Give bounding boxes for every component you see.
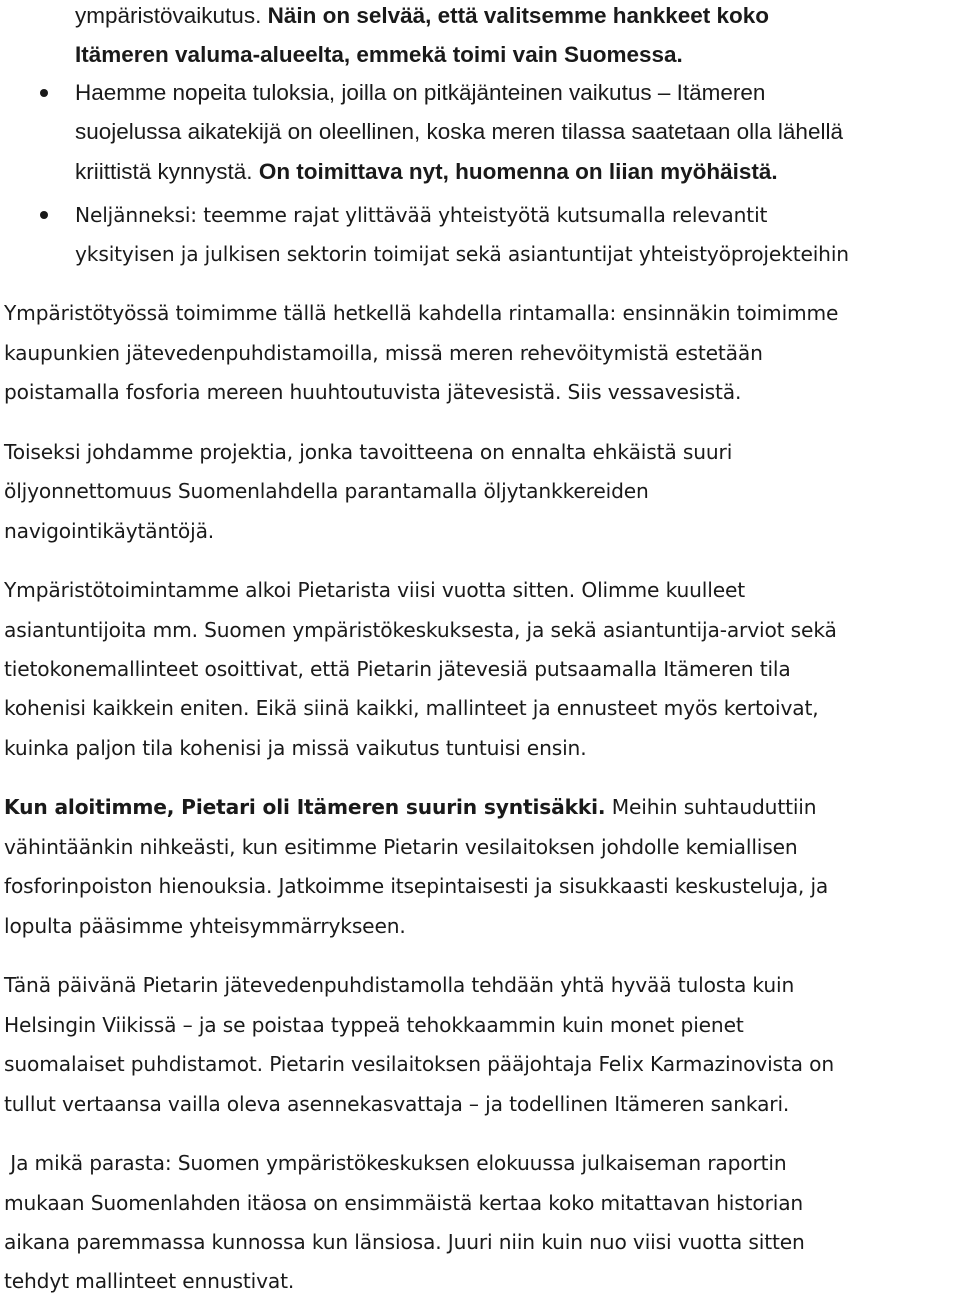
paragraph-line: kuinka paljon tila kohenisi ja missä vaikutus tuntuisi ensin. <box>4 736 587 760</box>
paragraph-line: mukaan Suomenlahden itäosa on ensimmäistä kertaa koko mitattavan historian <box>4 1191 804 1215</box>
bullet-item-1-line-2: Itämeren valuma-alueelta, emmekä toimi vain Suomessa. <box>75 42 683 67</box>
paragraph-line: öljyonnettomuus Suomenlahdella parantamalla öljytankkereiden <box>4 479 649 503</box>
text-normal: ympäristövaikutus. <box>75 3 268 28</box>
text-normal: kriittistä kynnystä. <box>75 159 259 184</box>
bullet-icon <box>40 211 48 219</box>
paragraph-line: asiantuntijoita mm. Suomen ympäristökeskuksesta, ja sekä asiantuntija-arviot sekä <box>4 618 837 642</box>
bullet-item-3-line-2: yksityisen ja julkisen sektorin toimijat sekä asiantuntijat yhteistyöprojekteihin <box>75 242 849 266</box>
text-bold: Kun aloitimme, Pietari oli Itämeren suurin syntisäkki. <box>4 795 606 819</box>
bullet-icon <box>40 89 48 97</box>
paragraph-line: Ympäristötyössä toimimme tällä hetkellä kahdella rintamalla: ensinnäkin toimimme <box>4 301 839 325</box>
paragraph-line: poistamalla fosforia mereen huuhtoutuvista jätevesistä. Siis vessavesistä. <box>4 380 742 404</box>
paragraph-line: kaupunkien jätevedenpuhdistamoilla, missä meren rehevöitymistä estetään <box>4 341 763 365</box>
paragraph-line: suomalaiset puhdistamot. Pietarin vesilaitoksen pääjohtaja Felix Karmazinovista on <box>4 1052 835 1076</box>
paragraph-line: tietokonemallinteet osoittivat, että Pietarin jätevesiä putsaamalla Itämeren tila <box>4 657 791 681</box>
paragraph-line: lopulta pääsimme yhteisymmärrykseen. <box>4 914 406 938</box>
bullet-item-1-line-1 <box>75 2 769 30</box>
paragraph-line: kohenisi kaikkein eniten. Eikä siinä kaikki, mallinteet ja ennusteet myös kertoivat, <box>4 696 819 720</box>
paragraph-line: Ja mikä parasta: Suomen ympäristökeskuksen elokuussa julkaiseman raportin <box>4 1151 787 1175</box>
paragraph-line: Tänä päivänä Pietarin jätevedenpuhdistamolla tehdään yhtä hyvää tulosta kuin <box>4 973 795 997</box>
text-bold: Näin on selvää, että valitsemme hankkeet koko <box>267 3 770 28</box>
bullet-item-3-line-1: Neljänneksi: teemme rajat ylittävää yhteistyötä kutsumalla relevantit <box>75 203 768 227</box>
text-bold: On toimittava nyt, huomenna on liian myöhäistä. <box>258 159 778 184</box>
paragraph-line: Helsingin Viikissä – ja se poistaa typpeä tehokkaammin kuin monet pienet <box>4 1013 744 1037</box>
paragraph-line: vähintäänkin nihkeästi, kun esitimme Pietarin vesilaitoksen johdolle kemiallisen <box>4 835 798 859</box>
paragraph-line: tehdyt mallinteet ennustivat. <box>4 1269 295 1293</box>
paragraph-line: aikana paremmassa kunnossa kun länsiosa. Juuri niin kuin nuo viisi vuotta sitten <box>4 1230 805 1254</box>
paragraph-line: navigointikäytäntöjä. <box>4 519 215 543</box>
bullet-item-2-line-1: Haemme nopeita tuloksia, joilla on pitkäjänteinen vaikutus – Itämeren <box>75 80 766 105</box>
bullet-item-2-line-3 <box>75 158 778 186</box>
paragraph-line: fosforinpoiston hienouksia. Jatkoimme itsepintaisesti ja sisukkaasti keskusteluja, ja <box>4 874 829 898</box>
text-normal: Meihin suhtauduttiin <box>605 795 817 819</box>
bullet-item-2-line-2: suojelussa aikatekijä on oleellinen, koska meren tilassa saatetaan olla lähellä <box>75 119 843 144</box>
paragraph-line: Ympäristötoimintamme alkoi Pietarista viisi vuotta sitten. Olimme kuulleet <box>4 578 746 602</box>
paragraph-line <box>4 793 816 821</box>
paragraph-line: Toiseksi johdamme projektia, jonka tavoitteena on ennalta ehkäistä suuri <box>4 440 733 464</box>
paragraph-line: tullut vertaansa vailla oleva asennekasvattaja – ja todellinen Itämeren sankari. <box>4 1092 790 1116</box>
